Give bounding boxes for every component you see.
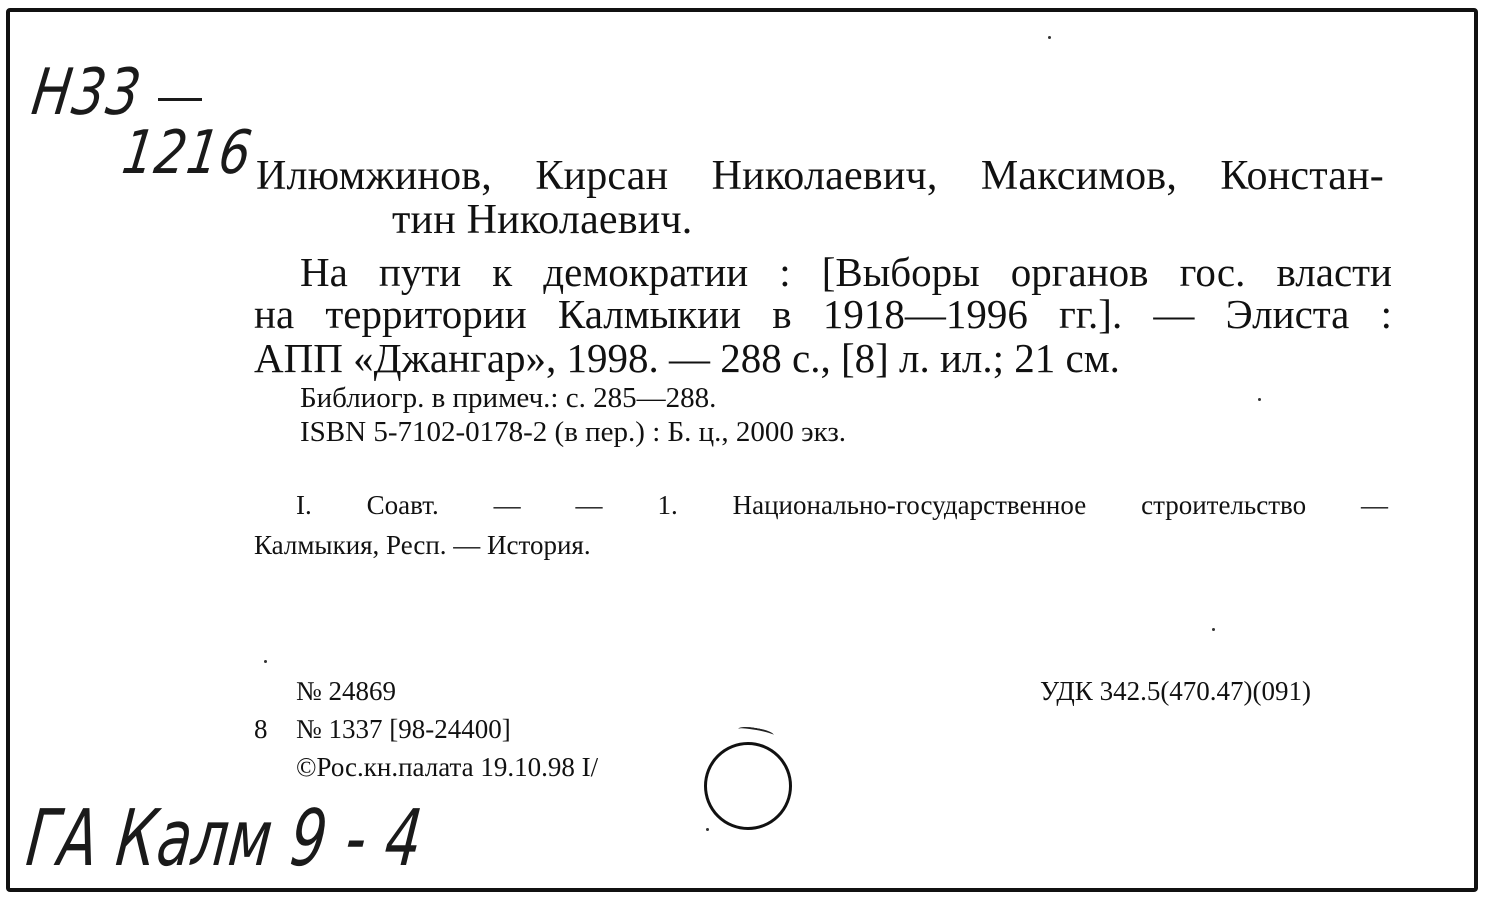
scan-speck	[1258, 398, 1261, 401]
author-heading-line-1: Илюмжинов, Кирсан Николаевич, Максимов, Констан-	[256, 153, 1384, 199]
title-line-2: на территории Калмыкии в 1918—1996 гг.]. — Элиста :	[254, 291, 1392, 337]
record-prefix: 8	[254, 714, 268, 744]
handwritten-dash	[158, 98, 202, 101]
title-line-1: На пути к демократии : [Выборы органов гос. власти	[300, 249, 1392, 295]
tracings-line-1: I. Соавт. — — 1. Национально-государственное строительство —	[296, 490, 1388, 520]
handwritten-call-number-top: Н33	[27, 56, 147, 130]
title-line-3: АПП «Джангар», 1998. — 288 с., [8] л. ил.; 21 см.	[254, 335, 1120, 381]
record-number-1: № 24869	[296, 676, 397, 706]
author-heading-line-2: тин Николаевич.	[392, 197, 693, 243]
bibliography-note: Библиогр. в примеч.: с. 285—288.	[300, 382, 717, 414]
scan-speck	[1212, 628, 1215, 631]
scan-speck	[264, 660, 267, 663]
record-number-2: № 1337 [98-24400]	[296, 714, 511, 744]
scan-speck	[706, 828, 709, 831]
handwritten-holding-mark: ГА Калм 9 - 4	[22, 794, 427, 884]
book-chamber-line: ©Рос.кн.палата 19.10.98 I/	[296, 752, 599, 782]
scan-speck	[1048, 36, 1051, 39]
udc-code: УДК 342.5(470.47)(091)	[1040, 676, 1312, 706]
isbn-note: ISBN 5-7102-0178-2 (в пер.) : Б. ц., 2000 экз.	[300, 416, 847, 448]
tracings-line-2: Калмыкия, Респ. — История.	[254, 530, 591, 560]
circle-stamp	[704, 742, 792, 830]
handwritten-call-number-bottom: 1216	[118, 118, 257, 188]
